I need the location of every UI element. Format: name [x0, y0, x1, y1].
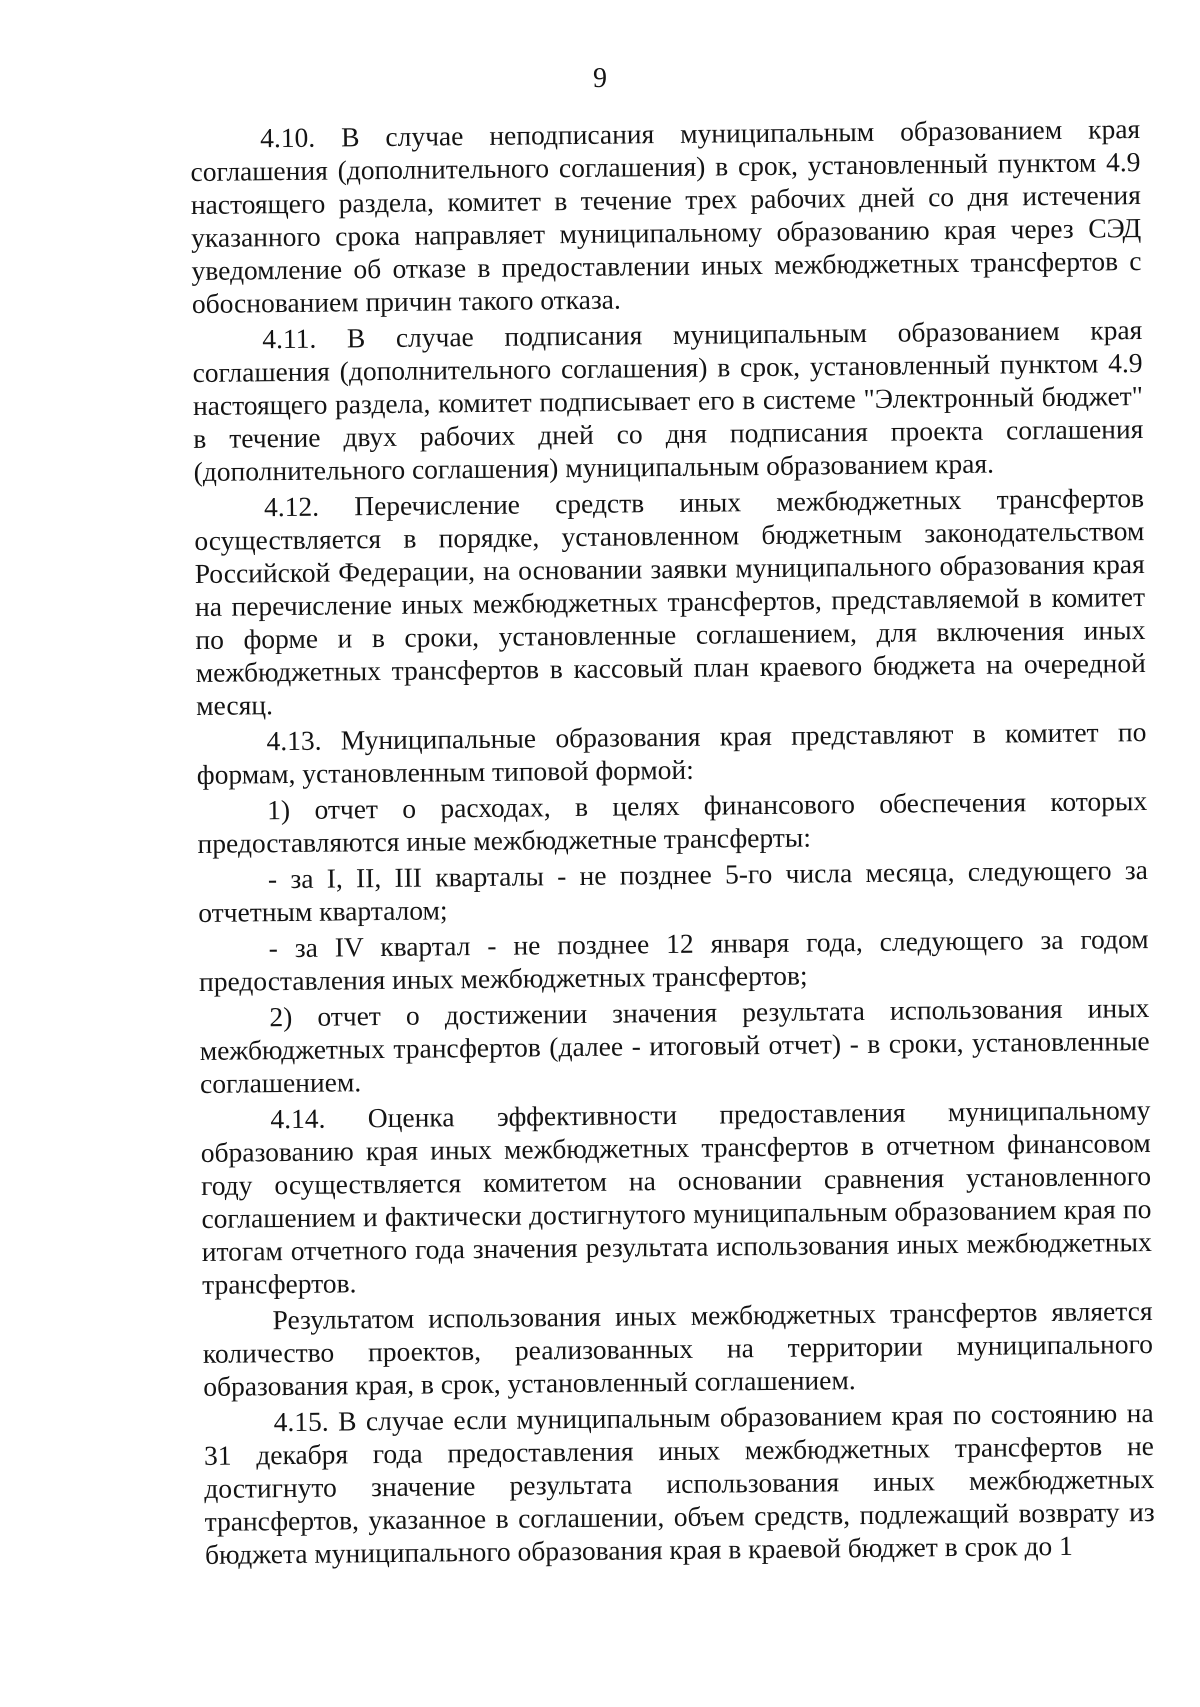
page-number: 9 [593, 63, 607, 94]
paragraph-4-12: 4.12. Перечисление средств иных межбюджетных трансфертов осуществляется в порядке, установленном бюджетным законодательством Российской Федерации, на основании заявки муниципального образования края на перечисление иных межбюджетных трансфертов, представляемой в комитет по форме и в сроки, установленные соглашением, для включения иных межбюджетных трансфертов в кассовый план краевого бюджета на очередной месяц. [194, 482, 1146, 721]
paragraph-result-definition: Результатом использования иных межбюджетных трансфертов является количество проектов, реализованных на территории муниципального образования края, в срок, установленный соглашением. [202, 1294, 1154, 1402]
document-body [190, 112, 1155, 1571]
paragraph-4-14: 4.14. Оценка эффективности предоставления муниципальному образованию края иных межбюджетных трансфертов в отчетном финансовом году осуществляется комитетом на основании сравнения установленного соглашением и фактически достигнутого муниципальным образованием края по итогам отчетного года значения результата использования иных межбюджетных трансфертов. [200, 1093, 1152, 1300]
paragraph-4-15: 4.15. В случае если муниципальным образованием края по состоянию на 31 декабря года предоставления иных межбюджетных трансфертов не достигнуто значение результата использования иных межбюджетных трансфертов, указанное в соглашении, объем средств, подлежащий возврату из бюджета муниципального образования края в краевой бюджет в срок до 1 [203, 1396, 1155, 1570]
list-item-fourth-quarter-deadline: - за IV квартал - не позднее 12 января года, следующего за годом предоставления иных межбюджетных трансфертов; [198, 923, 1149, 997]
list-item-final-report: 2) отчет о достижении значения результата использования иных межбюджетных трансфертов (далее - итоговый отчет) - в сроки, установленные соглашением. [199, 992, 1150, 1099]
paragraph-4-10: 4.10. В случае неподписания муниципальным образованием края соглашения (дополнительного соглашения) в срок, установленный пунктом 4.9 настоящего раздела, комитет в течение трех рабочих дней со дня истечения указанного срока направляет муниципальному образованию края через СЭД уведомление об отказе в предоставлении иных межбюджетных трансфертов с обоснованием причин такого отказа. [190, 113, 1142, 319]
paragraph-4-13: 4.13. Муниципальные образования края представляют в комитет по формам, установленным типовой формой: [196, 716, 1147, 790]
paragraph-4-11: 4.11. В случае подписания муниципальным образованием края соглашения (дополнительного соглашения) в срок, установленный пунктом 4.9 настоящего раздела, комитет подписывает его в системе "Электронный бюджет" в течение двух рабочих дней со дня подписания проекта соглашения (дополнительного соглашения) муниципальным образованием края. [192, 314, 1144, 487]
list-item-quarters-deadline: - за I, II, III кварталы - не позднее 5-го числа месяца, следующего за отчетным кварталом; [198, 854, 1149, 928]
list-item-report-expenses: 1) отчет о расходах, в целях финансового обеспечения которых предоставляются иные межбюджетные трансферты: [197, 785, 1148, 859]
